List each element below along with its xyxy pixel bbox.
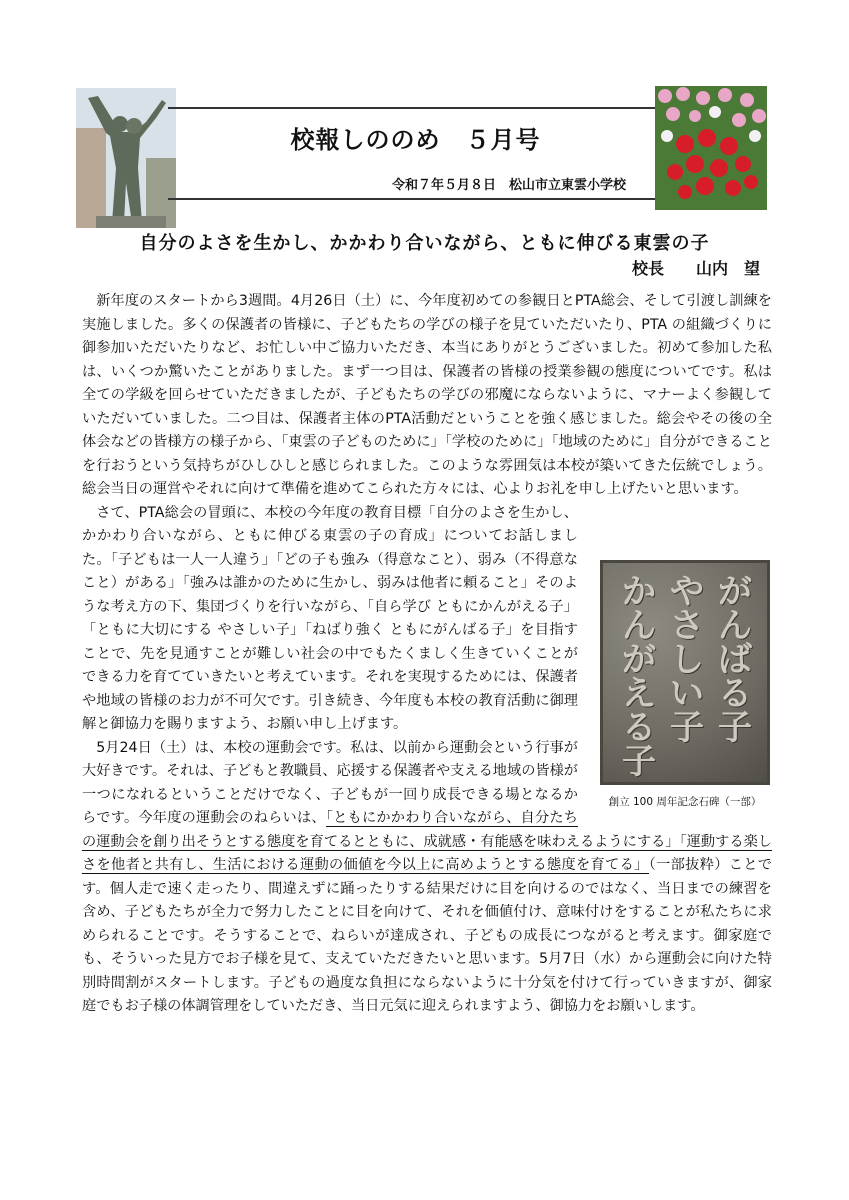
header-rule-top [168, 107, 656, 109]
paragraph-3-lead: 5月24日（土）は、本校の運動会です。私は、以前から運動会という行事が大好きです。それは、子どもと教職員、応援する保護者や支える地域の皆様が一つになれるということだけでなく、子どもが一回り成長できる場となるからです。今年度の運動会のねらいは、 [82, 739, 578, 826]
paragraph-2: さて、PTA総会の冒頭に、本校の今年度の教育目標「自分のよさを生かし、かかわり合いながら、ともに伸びる東雲の子の育成」についてお話しました。「子どもは一人一人違う」「どの子も強み（得意なこと）、弱み（不得意なこと）がある」「強みは誰かのために生かし、弱みは他者に頼ること」そのような考え方の下、集団づくりを行いながら、「自ら学び ともにかんがえる子」「ともに大切にする やさしい子」「ねばり強く ともにがんばる子」を目指すことで、先を見通すことが難しい社会の中でもたくましく生きていくことができる力を育てていきたいと考えています。それを実現するためには、保護者や地域の皆様のお力が不可欠です。引き続き、今年度も本校の教育活動に御理解と御協力を賜りますよう、お願い申し上げます。 [82, 504, 578, 732]
stone-monument-photo [600, 560, 770, 785]
principal-name: 校長 山内 望 [631, 259, 760, 278]
statue-photo [76, 88, 176, 228]
stone-monument-figure [588, 560, 772, 810]
dateline: 令和７年５月８日 松山市立東雲小学校 [391, 178, 626, 193]
stone-caption: 創立 100 周年記念石碑（一部） [608, 795, 762, 808]
aim-underlined-2: 「運動する楽しさを他者と共有し、生活における運動の価値を今以上に高めようとする態度を育てる」 [82, 833, 772, 873]
headline: 自分のよさを生かし、かかわり合いながら、ともに伸びる東雲の子 [139, 233, 710, 254]
paragraph-1: 新年度のスタートから3週間。4月26日（土）に、今年度初めての参観日とPTA総会、そして引渡し訓練を実施しました。多くの保護者の皆様に、子どもたちの学びの様子を見ていただいたり、PTA の組織づくりに御参加いただいたりなど、お忙しい中ご協力いただき、本当にありがとうございました。初めて参加した私は、いくつか驚いたことがありました。まず一つ目は、保護者の皆様の授業参観の態度についてです。私は全ての学級を回らせていただきましたが、子どもたちの学びの邪魔にならないように、マナーよく参観していただいていました。二つ目は、保護者主体のPTA活動だということを強く感じました。総会やその後の全体会などの皆様方の様子から、「東雲の子どものために」「学校のために」「地域のために」自分ができることを行おうという気持ちがひしひしと感じられました。このような雰囲気は本校が築いてきた伝統でしょう。総会当日の運営やそれに向けて準備を進めてこられた方々には、心よりお礼を申し上げたいと思います。 [82, 293, 773, 497]
flowers-photo [655, 86, 767, 210]
page-title: 校報しののめ ５月号 [290, 126, 541, 154]
stone-text-col1: かんがえる子 [622, 571, 656, 782]
header [0, 0, 849, 230]
stone-text-col3: がんばる子 [718, 571, 752, 748]
stone-text-col2: やさしい子 [670, 571, 704, 748]
aim-underlined-1: 「ともにかかわり合いながら、自分たちの運動会を創り出そうとする態度を育てるとともに、成就感・有能感を味わえるようにする」 [82, 810, 680, 850]
article-body [82, 290, 772, 1019]
header-rule-bottom [168, 198, 656, 200]
paragraph-3-rest: （一部抜粋）ことです。個人走で速く走ったり、間違えずに踊ったりする結果だけに目を向けるのではなく、当日までの練習を含め、子どもたちが全力で努力したことに目を向けて、それを価値付け、意味付けをすることが私たちに求められることです。そうすることで、ねらいが達成され、子どもの成長につながると考えます。御家庭でも、そういった見方でお子様を見て、支えていただきたいと思います。5月7日（水）から運動会に向けた特別時間割がスタートします。子どもの過度な負担にならないように十分気を付けて行っていきますが、御家庭でもお子様の体調管理をしていただき、当日元気に迎えられますよう、御協力をお願いします。 [82, 857, 772, 1014]
